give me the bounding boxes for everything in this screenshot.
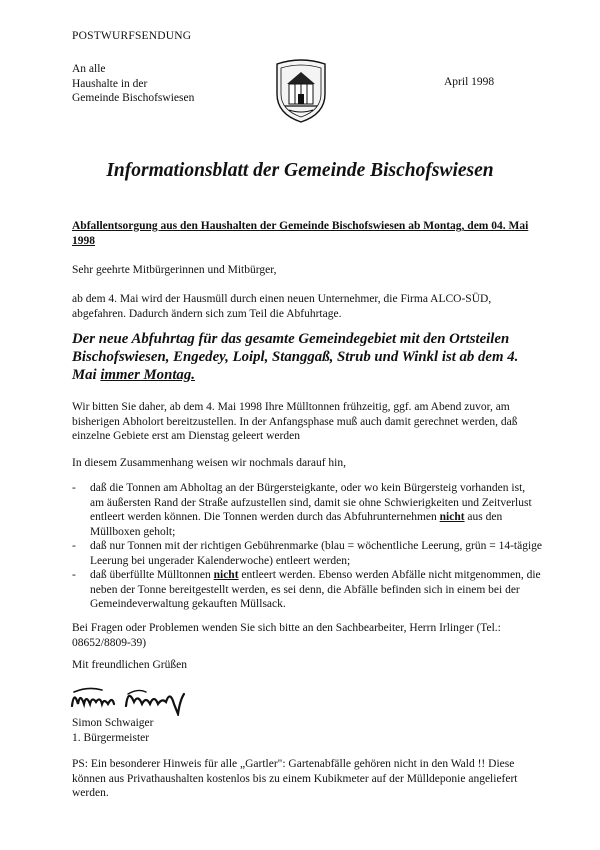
pickup-paragraph: Wir bitten Sie daher, ab dem 4. Mai 1998 Ihre Mülltonnen frühzeitig, ggf. am Abend zuvor, am bisherigen Abholort bereitzustellen. In der Anfangsphase muß auch damit gerechnet werden, daß einzelne Gebiete erst am Dienstag geleert werden bbox=[72, 401, 518, 442]
list-item-text: daß überfüllte Mülltonnen bbox=[90, 569, 214, 581]
reminder-intro: In diesem Zusammenhang weisen wir nochmals darauf hin, bbox=[72, 457, 347, 469]
list-item-text: daß die Tonnen am Abholtag an der Bürgersteigkante, oder wo kein Bürgersteig vorhanden ist, am äußersten Rand der Straße aufzustellen sind, damit sie ohne Schwierigkeiten und Zeitverlust entleert werden können. Die Tonnen werden durch das Abfuhrunternehmen bbox=[90, 482, 532, 523]
list-item-emphasis: nicht bbox=[439, 511, 465, 523]
list-item-emphasis: nicht bbox=[213, 569, 239, 581]
handwritten-signature bbox=[68, 680, 218, 716]
bullet-dash: - bbox=[72, 540, 76, 552]
list-item-text: daß nur Tonnen mit der richtigen Gebührenmarke (blau = wöchentliche Leerung, grün = 14-tägige Leerung bei ungerader Kalenderwoche) entleert werden; bbox=[90, 540, 542, 567]
highlight-emphasis: immer Montag. bbox=[100, 367, 195, 383]
postscript: PS: Ein besonderer Hinweis für alle „Gartler": Gartenabfälle gehören nicht in den Wald !! Diese können aus Privathaushalten kostenlos bis zu einem Kubikmeter auf der Mülldeponie angeliefert werden. bbox=[72, 758, 518, 799]
list-item bbox=[72, 568, 542, 612]
list-item-text-end: entleert werden. Ebenso werden Abfälle nicht mitgenommen, die neben der Tonne bereitgestellt werden, es sei denn, die Abfälle befinden sich in einem bei der Gemeindeverwaltung gekauften Müllsack. bbox=[90, 569, 541, 610]
salutation: Sehr geehrte Mitbürgerinnen und Mitbürger, bbox=[72, 264, 277, 276]
highlight-notice bbox=[72, 330, 542, 384]
list-item-text-end: aus den Müllboxen geholt; bbox=[90, 511, 503, 538]
highlight-main-text: Der neue Abfuhrtag für das gesamte Gemeindegebiet mit den Ortsteilen Bischofswiesen, Engedey, Loipl, Stanggaß, Strub und Winkl ist ab dem 4. Mai bbox=[72, 331, 519, 383]
recipient-address bbox=[72, 62, 194, 106]
mailing-type-label: POSTWURFSENDUNG bbox=[72, 30, 192, 42]
address-line-2: Haushalte in der bbox=[72, 77, 148, 90]
closing-greeting: Mit freundlichen Grüßen bbox=[72, 659, 187, 671]
contact-paragraph: Bei Fragen oder Problemen wenden Sie sich bitte an den Sachbearbeiter, Herrn Irlinger (Tel.: 08652/8809-39) bbox=[72, 622, 501, 649]
municipal-coat-of-arms-icon bbox=[271, 58, 331, 124]
address-line-1: An alle bbox=[72, 63, 106, 75]
address-line-3: Gemeinde Bischofswiesen bbox=[72, 92, 195, 104]
reminder-list bbox=[72, 481, 542, 612]
bullet-dash: - bbox=[72, 569, 76, 581]
bullet-dash: - bbox=[72, 482, 76, 494]
signer-block bbox=[72, 716, 153, 745]
intro-paragraph: ab dem 4. Mai wird der Hausmüll durch einen neuen Unternehmer, die Firma ALCO-SÜD, abgefahren. Dadurch ändern sich zum Teil die Abfuhrtage. bbox=[72, 293, 492, 320]
list-item bbox=[72, 481, 542, 539]
subject-line: Abfallentsorgung aus den Haushalten der Gemeinde Bischofswiesen ab Montag, dem 04. Mai 1998 bbox=[72, 220, 529, 247]
letter-date: April 1998 bbox=[444, 76, 495, 88]
list-item bbox=[72, 539, 542, 568]
signer-name: Simon Schwaiger bbox=[72, 717, 154, 729]
page-title: Informationsblatt der Gemeinde Bischofswiesen bbox=[106, 160, 494, 181]
signer-role: 1. Bürgermeister bbox=[72, 731, 150, 744]
